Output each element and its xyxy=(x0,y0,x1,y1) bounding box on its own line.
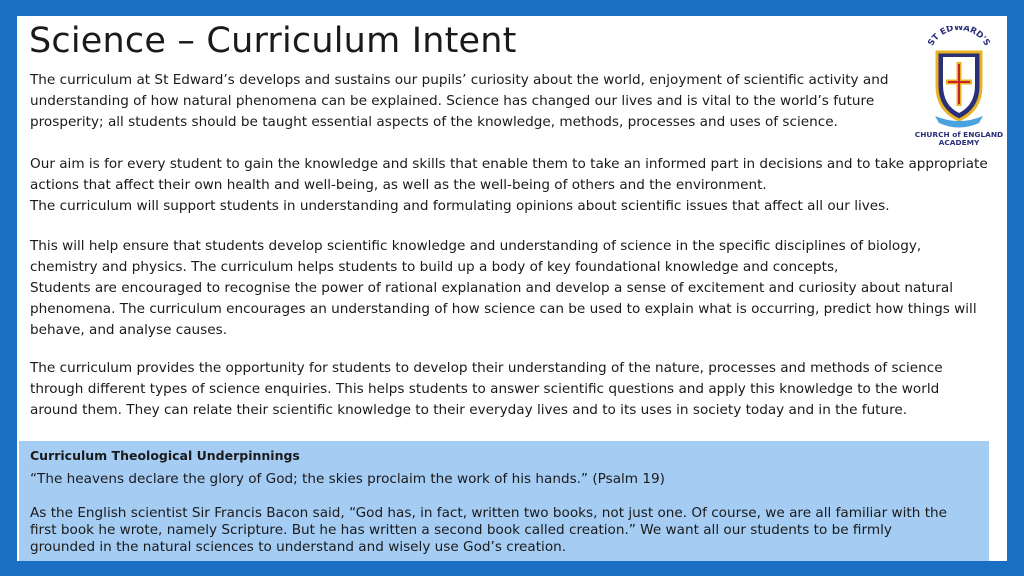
theology-panel xyxy=(19,441,989,561)
text-line: This will help ensure that students develop scientific knowledge and understanding of science in the specific disciplines of biology, xyxy=(30,238,922,254)
text-line: The curriculum will support students in understanding and formulating opinions about scientific issues that affect all our lives. xyxy=(30,198,890,214)
text-line: prosperity; all students should be taught essential aspects of the knowledge, methods, processes and uses of science. xyxy=(30,114,838,130)
text-line: The curriculum provides the opportunity for students to develop their understanding of the nature, processes and methods of science xyxy=(30,360,943,376)
paragraph-intro xyxy=(30,70,910,133)
text-line: The curriculum at St Edward’s develops and sustains our pupils’ curiosity about the world, enjoyment of scientific activity and xyxy=(30,72,889,88)
paragraph-enquiries xyxy=(30,358,1000,421)
logo-line1: CHURCH of ENGLAND xyxy=(915,130,1003,139)
theology-heading: Curriculum Theological Underpinnings xyxy=(30,448,300,463)
page-title: Science – Curriculum Intent xyxy=(29,21,517,61)
text-line: As the English scientist Sir Francis Bacon said, “God has, in fact, written two books, not just one. Of course, we are all familiar with the xyxy=(30,505,948,521)
text-line: through different types of science enquiries. This helps students to answer scientific questions and apply this knowledge to the world xyxy=(30,381,940,397)
text-line: Our aim is for every student to gain the knowledge and skills that enable them to take an informed part in decisions and to take appropriate xyxy=(30,156,988,172)
text-line: first book he wrote, namely Scripture. But he has written a second book called creation.” We want all our students to be firmly xyxy=(30,522,892,538)
slide xyxy=(17,16,1007,561)
paragraph-aim xyxy=(30,154,1000,217)
logo-top-text: ST EDWARD'S xyxy=(926,26,992,48)
svg-text:ST EDWARD'S xyxy=(926,26,991,48)
text-line: phenomena. The curriculum encourages an understanding of how science can be used to explain what is occurring, predict how things will xyxy=(30,301,977,317)
text-line: around them. They can relate their scientific knowledge to their everyday lives and to its uses in society today and in the future. xyxy=(30,402,908,418)
psalm-quote: “The heavens declare the glory of God; the skies proclaim the work of his hands.” (Psalm 19) xyxy=(30,471,665,487)
text-line: chemistry and physics. The curriculum helps students to build up a body of key foundational knowledge and concepts, xyxy=(30,259,839,275)
paragraph-disciplines xyxy=(30,236,1000,341)
logo-line2: ACADEMY xyxy=(938,138,980,146)
theology-body xyxy=(30,505,985,556)
text-line: behave, and analyse causes. xyxy=(30,322,228,338)
text-line: Students are encouraged to recognise the power of rational explanation and develop a sense of excitement and curiosity about natural xyxy=(30,280,953,296)
text-line: grounded in the natural sciences to understand and wisely use God’s creation. xyxy=(30,539,567,555)
school-logo xyxy=(915,26,1003,146)
text-line: actions that affect their own health and well-being, as well as the well-being of others and the environment. xyxy=(30,177,767,193)
text-line: understanding of how natural phenomena can be explained. Science has changed our lives and is vital to the world’s future xyxy=(30,93,875,109)
